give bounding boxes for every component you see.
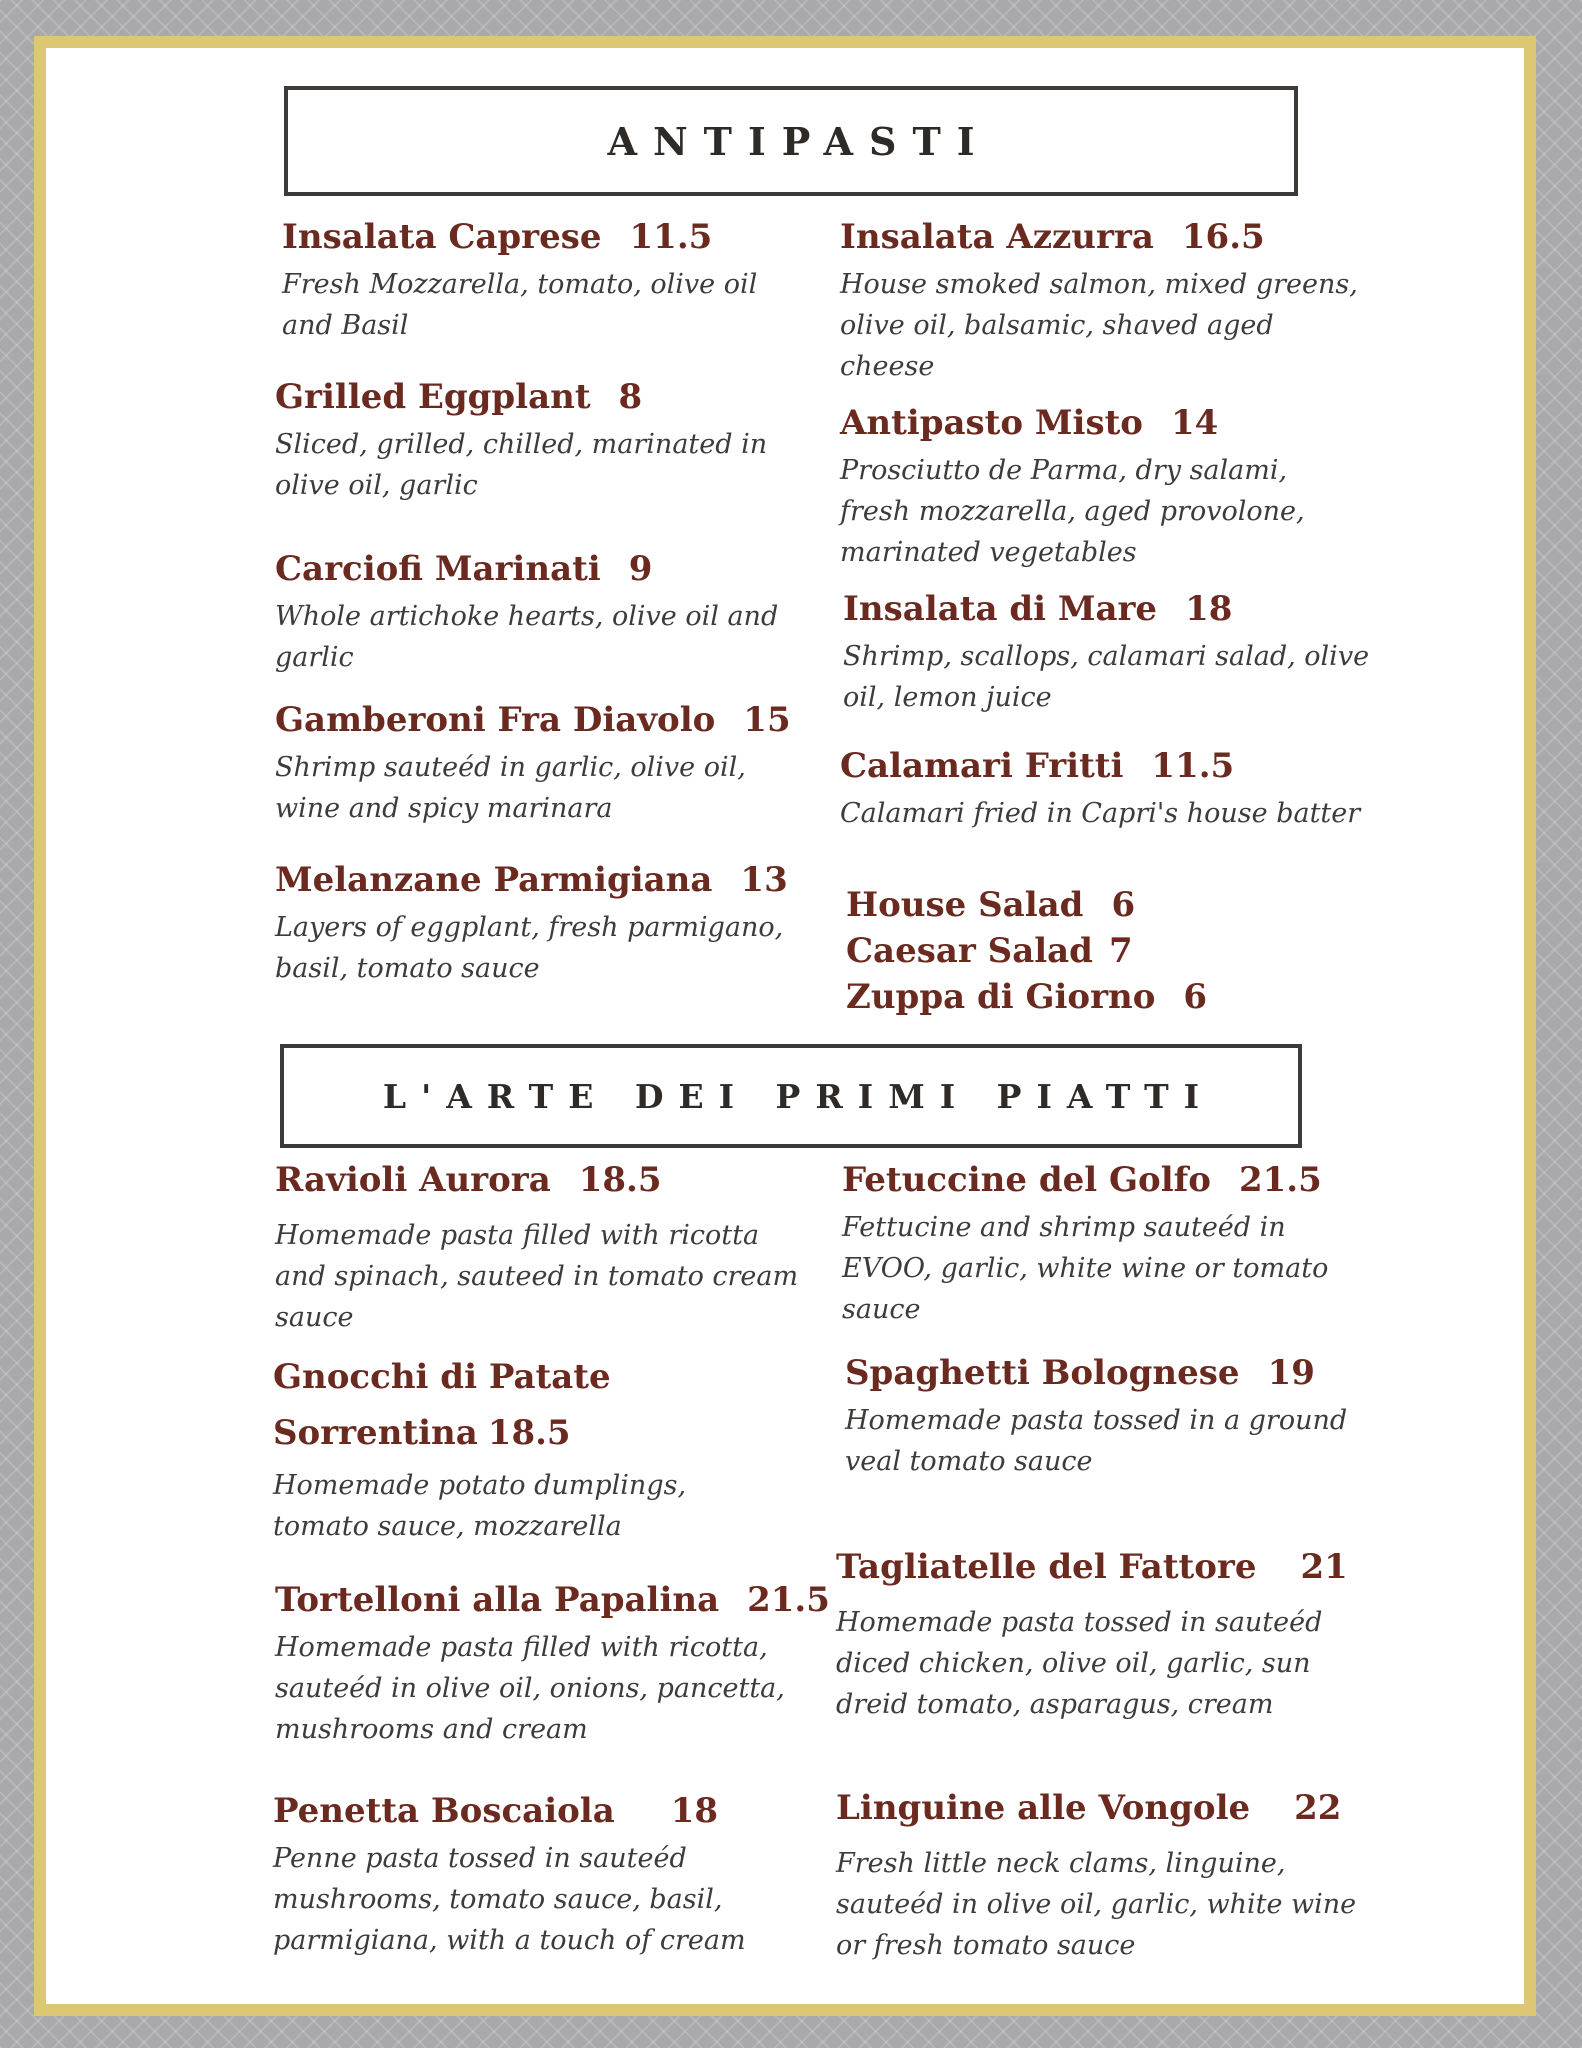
menu-item <box>275 546 778 678</box>
menu-item <box>275 1157 798 1338</box>
item-price: 21 <box>1300 1547 1348 1587</box>
item-price: 9 <box>628 549 653 589</box>
item-price: 11.5 <box>629 217 713 257</box>
menu-item <box>836 1785 1356 1966</box>
item-description: Calamari fried in Capri's house batter <box>840 798 1361 829</box>
item-name: Sorrentina <box>273 1413 478 1453</box>
item-name: Insalata di Mare <box>843 589 1158 629</box>
item-price: 13 <box>740 860 788 900</box>
item-price: 16.5 <box>1181 217 1265 257</box>
item-name: Caesar Salad <box>846 931 1093 971</box>
menu-item <box>275 697 791 829</box>
item-description: House smoked salmon, mixed greens, olive oil, balsamic, shaved aged cheese <box>840 269 1358 382</box>
item-name: Linguine alle Vongole <box>836 1788 1251 1828</box>
item-name: Insalata Azzurra <box>840 217 1154 257</box>
item-description: Prosciutto de Parma, dry salami, fresh mozzarella, aged provolone, marinated vegetables <box>840 455 1305 568</box>
item-price: 19 <box>1267 1353 1315 1393</box>
item-name: Gamberoni Fra Diavolo <box>275 700 716 740</box>
item-price: 18.5 <box>487 1413 571 1453</box>
item-description: Whole artichoke hearts, olive oil and garlic <box>275 601 779 673</box>
item-name: Insalata Caprese <box>282 217 602 257</box>
item-name: Melanzane Parmigiana <box>275 860 713 900</box>
menu-item <box>275 857 788 989</box>
item-price: 15 <box>743 700 791 740</box>
item-price: 18.5 <box>578 1160 662 1200</box>
item-description: Homemade pasta filled with ricotta and spinach, sauteed in tomato cream sauce <box>275 1220 799 1333</box>
item-description: Layers of eggplant, fresh parmigano, basil, tomato sauce <box>275 912 784 984</box>
menu-item <box>846 882 1207 928</box>
item-description: Fresh little neck clams, linguine, sauteéd in olive oil, garlic, white wine or fresh tomato sauce <box>836 1848 1357 1961</box>
menu-item <box>282 214 757 346</box>
item-price: 22 <box>1294 1788 1342 1828</box>
item-price: 6 <box>1111 885 1136 925</box>
menu-item <box>843 586 1369 718</box>
item-name: Carciofi Marinati <box>275 549 601 589</box>
item-description: Shrimp, scallops, calamari salad, olive oil, lemon juice <box>843 641 1370 713</box>
menu-item <box>840 214 1358 387</box>
item-description: Homemade potato dumplings, tomato sauce, mozzarella <box>273 1470 687 1542</box>
item-description: Homemade pasta tossed in sauteéd diced chicken, olive oil, garlic, sun dreid tomato, asparagus, cream <box>836 1607 1323 1720</box>
item-price: 18 <box>1185 589 1233 629</box>
item-price: 6 <box>1183 977 1208 1017</box>
item-name: Gnocchi di Patate <box>273 1357 611 1397</box>
item-description: Shrimp sauteéd in garlic, olive oil, wine and spicy marinara <box>275 752 746 824</box>
item-name: Zuppa di Giorno <box>846 977 1156 1017</box>
menu-item <box>840 400 1305 573</box>
item-name: Calamari Fritti <box>840 746 1124 786</box>
item-description: Homemade pasta tossed in a ground veal tomato sauce <box>845 1405 1348 1477</box>
item-price: 14 <box>1170 403 1219 443</box>
menu-item <box>273 1349 686 1547</box>
menu-item <box>846 928 1207 974</box>
menu-item <box>845 1350 1347 1482</box>
section-title-antipasti: ANTIPASTI <box>284 86 1298 196</box>
item-name: Fetuccine del Golfo <box>842 1160 1211 1200</box>
item-description: Fettucine and shrimp sauteéd in EVOO, garlic, white wine or tomato sauce <box>842 1212 1329 1325</box>
item-name: Tagliatelle del Fattore <box>836 1547 1257 1587</box>
item-name: Antipasto Misto <box>840 403 1143 443</box>
item-name: Penetta Boscaiola <box>273 1791 615 1831</box>
item-description: Homemade pasta filled with ricotta, sauteéd in olive oil, onions, pancetta, mushrooms and cream <box>275 1632 785 1745</box>
menu-item <box>836 1544 1348 1725</box>
item-price: 7 <box>1108 931 1133 971</box>
menu-item <box>840 743 1360 834</box>
item-price: 11.5 <box>1151 746 1235 786</box>
item-name: House Salad <box>846 885 1084 925</box>
item-description: Penne pasta tossed in sauteéd mushrooms, tomato sauce, basil, parmigiana, with a touch of cream <box>273 1843 746 1956</box>
item-name: Ravioli Aurora <box>275 1160 551 1200</box>
item-description: Fresh Mozzarella, tomato, olive oil and Basil <box>282 269 758 341</box>
simple-items-list <box>846 882 1207 1020</box>
menu-item <box>275 1577 830 1750</box>
item-name: Grilled Eggplant <box>275 377 591 417</box>
item-price: 21.5 <box>747 1580 830 1620</box>
menu-item <box>273 1788 746 1961</box>
menu-item <box>846 974 1207 1020</box>
item-price: 21.5 <box>1238 1160 1322 1200</box>
item-price: 8 <box>618 377 643 417</box>
item-price: 18 <box>670 1791 719 1831</box>
item-name: Spaghetti Bolognese <box>845 1353 1240 1393</box>
section-title-primi-piatti: L'ARTE DEI PRIMI PIATTI <box>280 1044 1302 1148</box>
menu-item <box>275 374 767 506</box>
item-name: Tortelloni alla Papalina <box>275 1580 720 1620</box>
menu-item <box>842 1157 1328 1330</box>
item-description: Sliced, grilled, chilled, marinated in olive oil, garlic <box>275 429 768 501</box>
